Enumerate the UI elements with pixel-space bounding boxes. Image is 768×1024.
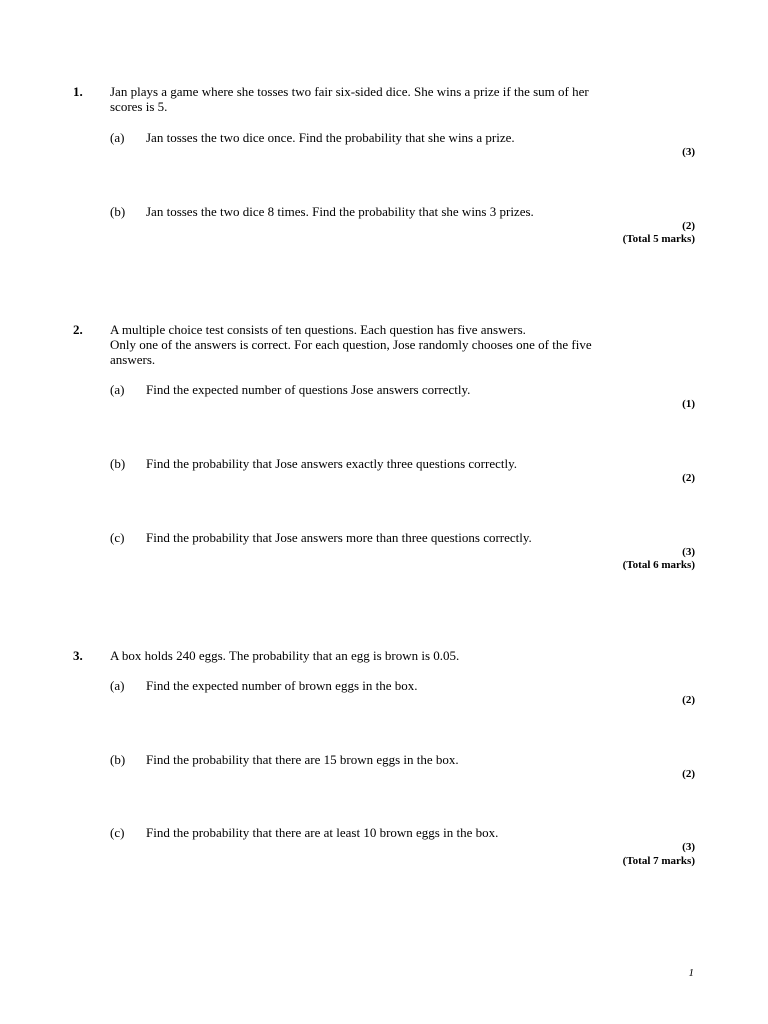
question-2-stem-line: A multiple choice test consists of ten questions. Each question has five answers. [110, 322, 526, 337]
question-1-stem [110, 84, 650, 114]
question-1-stem-line: scores is 5. [110, 99, 168, 114]
question-2-part-a-marks: (1) [682, 398, 695, 410]
question-3-stem-line: A box holds 240 eggs. The probability that an egg is brown is 0.05. [110, 648, 460, 663]
question-1-part-a-text: Jan tosses the two dice once. Find the probability that she wins a prize. [146, 130, 515, 145]
question-2-part-b-text: Find the probability that Jose answers exactly three questions correctly. [146, 456, 518, 471]
question-1-part-a-marks: (3) [682, 146, 695, 158]
question-2-part-b-marks: (2) [682, 472, 695, 484]
question-1-part-b-marks: (2) [682, 220, 695, 232]
question-1-part-a-label: (a) [110, 130, 125, 145]
question-2-total-marks: (Total 6 marks) [622, 559, 695, 571]
question-2-stem-line: Only one of the answers is correct. For each question, Jose randomly chooses one of the five [110, 337, 592, 352]
question-3-part-c-text: Find the probability that there are at least 10 brown eggs in the box. [146, 825, 499, 840]
question-1-stem-line: Jan plays a game where she tosses two fair six-sided dice. She wins a prize if the sum of her [110, 84, 589, 99]
page-number: 1 [688, 967, 694, 979]
question-2-stem-line: answers. [110, 352, 156, 367]
question-1-total-marks: (Total 5 marks) [622, 233, 695, 245]
question-1-part-b-text: Jan tosses the two dice 8 times. Find the probability that she wins 3 prizes. [146, 204, 534, 219]
question-2-stem [110, 322, 650, 367]
question-3-part-a-marks: (2) [682, 694, 695, 706]
question-2-number: 2. [73, 322, 83, 337]
question-3-part-b-text: Find the probability that there are 15 brown eggs in the box. [146, 752, 459, 767]
question-2-part-c-text: Find the probability that Jose answers more than three questions correctly. [146, 530, 532, 545]
question-3-part-a-label: (a) [110, 678, 125, 693]
question-3-part-a-text: Find the expected number of brown eggs in the box. [146, 678, 418, 693]
question-1-part-b-label: (b) [110, 204, 126, 219]
question-3-part-c-label: (c) [110, 825, 125, 840]
question-2-part-c-marks: (3) [682, 546, 695, 558]
question-2-part-a-text: Find the expected number of questions Jose answers correctly. [146, 382, 471, 397]
question-3-total-marks: (Total 7 marks) [622, 855, 695, 867]
question-3-stem [110, 648, 650, 663]
question-1-number: 1. [73, 84, 83, 99]
question-2-part-c-label: (c) [110, 530, 125, 545]
question-3-part-b-marks: (2) [682, 768, 695, 780]
question-2-part-b-label: (b) [110, 456, 126, 471]
question-3-part-b-label: (b) [110, 752, 126, 767]
question-2-part-a-label: (a) [110, 382, 125, 397]
question-3-part-c-marks: (3) [682, 841, 695, 853]
question-3-number: 3. [73, 648, 83, 663]
